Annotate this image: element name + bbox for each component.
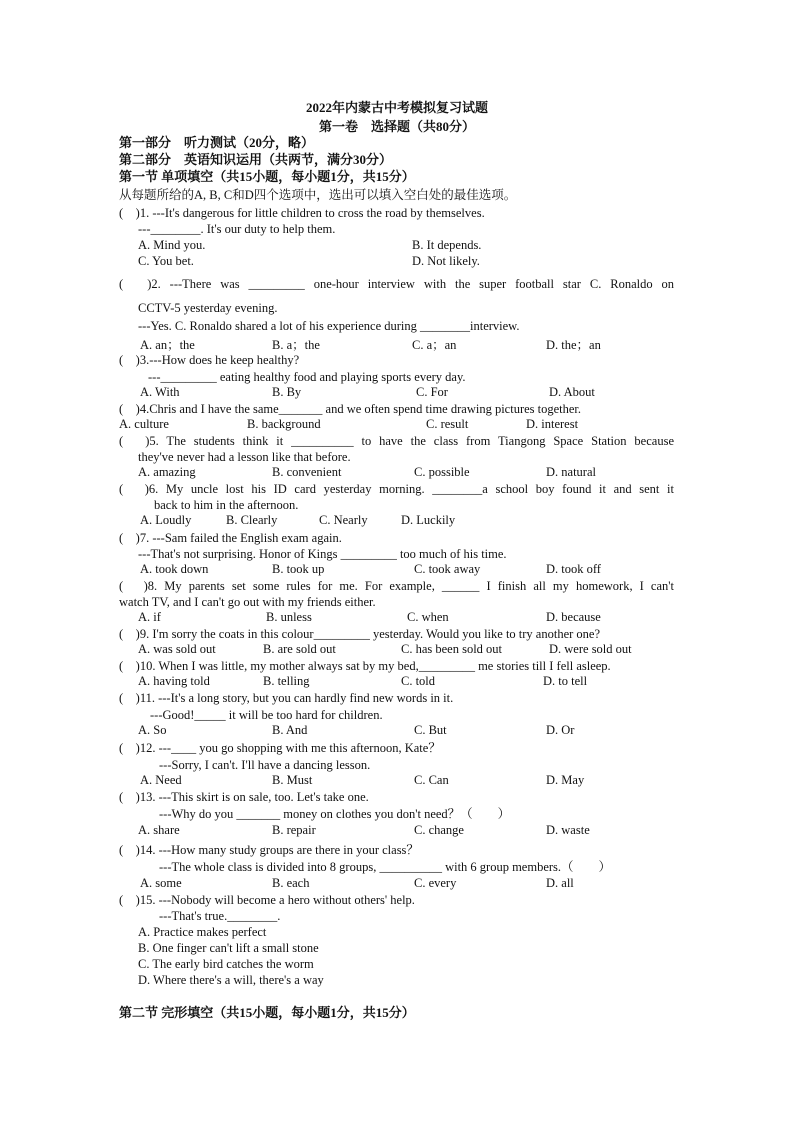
question-2-options [0,335,794,351]
question-11-option-b: B. And [272,723,308,737]
question-14-option-a: A. some [140,876,182,890]
section-two-heading: 第二节 完形填空（共15小题，每小题1分，共15分） [119,1005,415,1020]
question-12-option-c: C. Can [414,773,449,787]
question-13-options [0,823,794,839]
question-12-options [0,773,794,789]
question-13-option-a: A. share [138,823,180,837]
question-2-line-2: CCTV-5 yesterday evening. [138,301,278,315]
question-5-option-a: A. amazing [138,465,196,479]
question-10-option-b: B. telling [263,674,310,688]
question-8-option-a: A. if [138,610,161,624]
question-12-option-b: B. Must [272,773,313,787]
instruction-text: 从每题所给的A, B, C和D四个选项中，选出可以填入空白处的最佳选项。 [119,188,517,202]
question-3-option-d: D. About [549,385,595,399]
question-9-option-b: B. are sold out [263,642,336,656]
question-10-options [0,674,794,690]
question-2-option-c: C. a；an [412,338,457,352]
question-4-option-a: A. culture [119,417,169,431]
question-5-option-b: B. convenient [272,465,342,479]
question-12-line-2: ---Sorry, I can't. I'll have a dancing lesson. [159,758,371,772]
question-14-options [0,876,794,892]
question-7-option-a: A. took down [140,562,209,576]
question-15-line-1: ( )15. ---Nobody will become a hero without others' help. [119,893,415,907]
question-3-option-b: B. By [272,385,302,399]
exam-title: 2022年内蒙古中考模拟复习试题 [305,100,488,115]
question-4-line-1: ( )4.Chris and I have the same_______ and we often spend time drawing pictures together. [119,402,582,416]
question-5-line-1: ( )5. The students think it __________ to have the class from Tiangong Space Station because [119,434,674,448]
question-2-option-b: B. a；the [272,338,320,352]
question-8-line-1: ( )8. My parents set some rules for me. For example, ______ I finish all my homework, I can't [119,579,674,593]
question-8-line-2: watch TV, and I can't go out with my friends either. [119,595,376,609]
question-6-line-2: back to him in the afternoon. [154,498,299,512]
question-6-option-a: A. Loudly [140,513,192,527]
question-14-option-d: D. all [546,876,574,890]
question-11-line-1: ( )11. ---It's a long story, but you can hardly find new words in it. [119,691,454,705]
question-2-option-d: D. the；an [546,338,601,352]
question-14-line-2: ---The whole class is divided into 8 groups, __________ with 6 group members.（ ） [159,860,612,874]
question-3-line-1: ( )3.---How does he keep healthy? [119,353,300,367]
question-15-line-2: ---That's true.________. [159,909,281,923]
question-7-line-1: ( )7. ---Sam failed the English exam again. [119,531,342,545]
question-12-option-d: D. May [546,773,585,787]
question-9-line-1: ( )9. I'm sorry the coats in this colour_________ yesterday. Would you like to try another one? [119,627,601,641]
question-11-option-c: C. But [414,723,447,737]
question-2-option-a: A. an；the [140,338,195,352]
question-9-option-d: D. were sold out [549,642,632,656]
question-11-option-a: A. So [138,723,167,737]
question-11-option-d: D. Or [546,723,575,737]
question-7-option-b: B. took up [272,562,325,576]
question-13-line-1: ( )13. ---This skirt is on sale, too. Let's take one. [119,790,369,804]
question-6-option-b: B. Clearly [226,513,278,527]
question-4-option-c: C. result [426,417,469,431]
question-2-line-1: ( )2. ---There was _________ one-hour interview with the super football star C. Ronaldo on [119,277,674,291]
question-10-line-1: ( )10. When I was little, my mother always sat by my bed,_________ me stories till I fell asleep. [119,659,611,673]
question-3-option-a: A. With [140,385,180,399]
question-9-option-c: C. has been sold out [401,642,503,656]
question-1-option-d: D. Not likely. [412,254,480,268]
question-10-option-c: C. told [401,674,436,688]
question-5-line-2: they've never had a lesson like that before. [138,450,351,464]
question-1-line-2: ---________. It's our duty to help them. [138,222,336,236]
question-5-option-c: C. possible [414,465,470,479]
question-1-option-b: B. It depends. [412,238,482,252]
question-2-line-3: ---Yes. C. Ronaldo shared a lot of his experience during ________interview. [138,319,520,333]
question-7-line-2: ---That's not surprising. Honor of Kings _________ too much of his time. [138,547,507,561]
question-3-line-2: ---_________ eating healthy food and playing sports every day. [148,370,466,384]
question-14-option-b: B. each [272,876,310,890]
question-13-option-b: B. repair [272,823,316,837]
question-12-option-a: A. Need [140,773,182,787]
question-11-options [0,723,794,739]
question-5-options [0,465,794,481]
question-1-line-1: ( )1. ---It's dangerous for little children to cross the road by themselves. [119,206,485,220]
question-14-line-1: ( )14. ---How many study groups are there in your class？ [119,843,419,857]
part-one-heading: 第一部分 听力测试（20分，略） [119,135,315,150]
question-1-option-a: A. Mind you. [138,238,206,252]
volume-title: 第一卷 选择题（共80分） [318,119,475,134]
question-4-option-d: D. interest [526,417,579,431]
question-15-option-a: A. Practice makes perfect [138,925,267,939]
question-14-option-c: C. every [414,876,457,890]
question-9-options [0,642,794,658]
question-4-option-b: B. background [247,417,321,431]
question-7-option-c: C. took away [414,562,481,576]
question-8-option-c: C. when [407,610,449,624]
question-11-line-2: ---Good!_____ it will be too hard for children. [150,708,383,722]
question-10-option-d: D. to tell [543,674,588,688]
question-5-option-d: D. natural [546,465,596,479]
question-6-option-c: C. Nearly [319,513,368,527]
question-8-options [0,610,794,626]
question-6-option-d: D. Luckily [401,513,456,527]
question-15-option-b: B. One finger can't lift a small stone [138,941,319,955]
question-13-line-2: ---Why do you _______ money on clothes you don't need？（ ） [159,807,511,821]
question-15-option-c: C. The early bird catches the worm [138,957,314,971]
question-15-option-d: D. Where there's a will, there's a way [138,973,324,987]
question-13-option-d: D. waste [546,823,590,837]
question-1-option-c: C. You bet. [138,254,194,268]
question-6-options [0,513,794,529]
question-7-options [0,562,794,578]
question-8-option-d: D. because [546,610,601,624]
question-7-option-d: D. took off [546,562,601,576]
question-6-line-1: ( )6. My uncle lost his ID card yesterday morning. ________a school boy found it and sent it [119,482,674,496]
section-one-heading: 第一节 单项填空（共15小题，每小题1分，共15分） [119,169,415,184]
question-8-option-b: B. unless [266,610,312,624]
question-10-option-a: A. having told [138,674,210,688]
question-3-options [0,385,794,401]
question-9-option-a: A. was sold out [138,642,216,656]
part-two-heading: 第二部分 英语知识运用（共两节，满分30分） [119,152,393,167]
question-13-option-c: C. change [414,823,464,837]
question-3-option-c: C. For [416,385,448,399]
question-12-line-1: ( )12. ---____ you go shopping with me this afternoon, Kate？ [119,741,441,755]
question-4-options [0,417,794,433]
